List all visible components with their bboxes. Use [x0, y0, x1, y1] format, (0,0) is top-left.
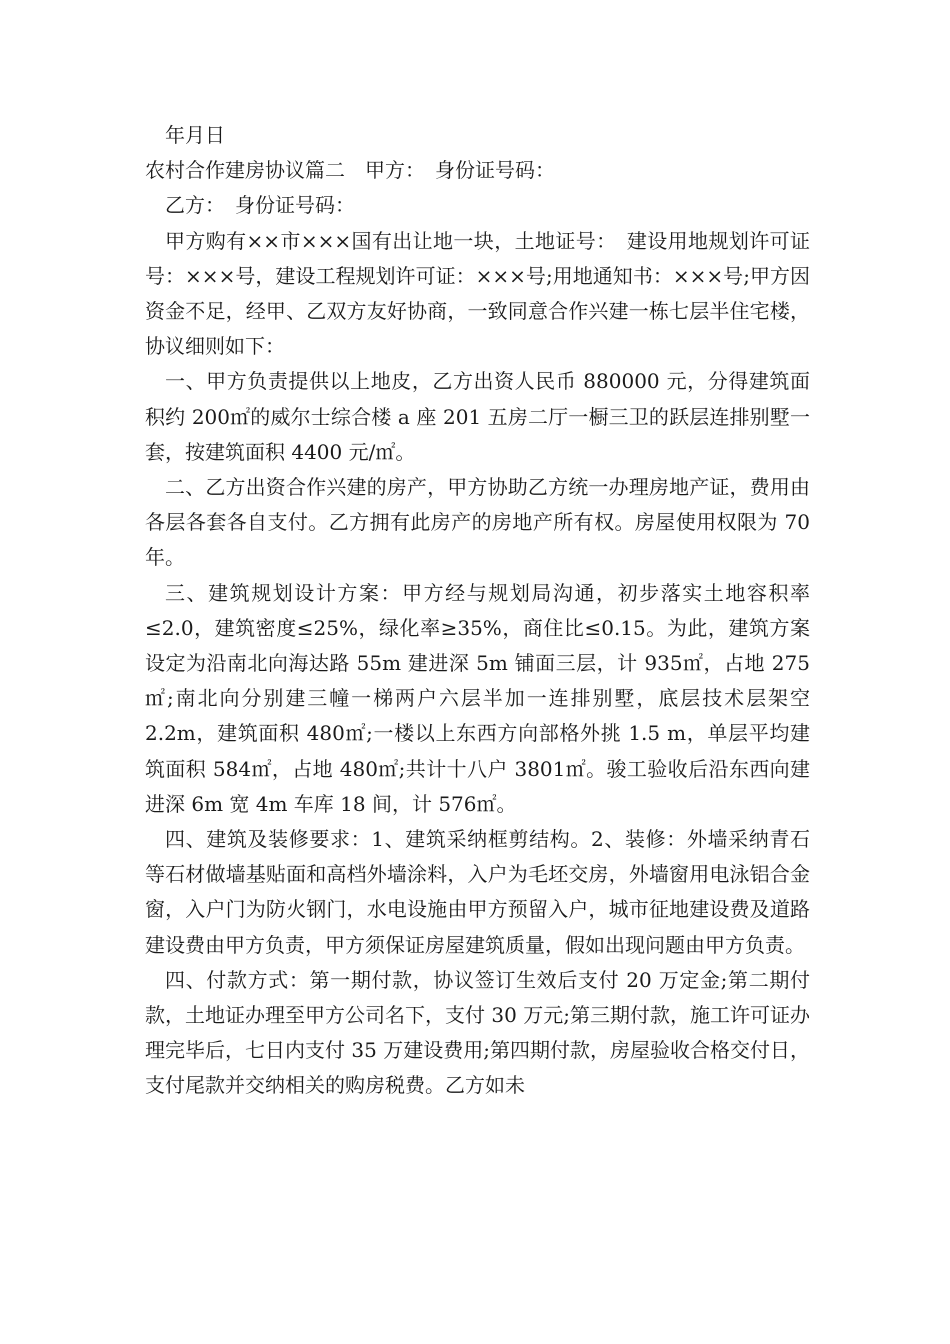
clause-3-paragraph: 三、建筑规划设计方案：甲方经与规划局沟通，初步落实土地容积率≤2.0，建筑密度≤25%，绿化率≥35%，商住比≤0.15。为此，建筑方案设定为沿南北向海达路 55m 建进深 5m 铺面三层，计 935㎡，占地 275㎡;南北向分别建三幢一梯两户六层半加一连排别墅，底层技术层架空 2.2m，建筑面积 480㎡;一楼以上东西方向部格外挑 1.5 m，单层平均建筑面积 584㎡，占地 480㎡;共计十八户 3801㎡。骏工验收后沿东西向建进深 6m 宽 4m 车库 18 间，计 576㎡。	[145, 580, 810, 816]
clause-2-paragraph: 二、乙方出资合作兴建的房产，甲方协助乙方统一办理房地产证，费用由各层各套各自支付。乙方拥有此房产的房地产所有权。房屋使用权限为 70 年。	[145, 475, 810, 570]
date-line: 年月日	[165, 123, 225, 147]
clause-4-payment-paragraph: 四、付款方式：第一期付款，协议签订生效后支付 20 万定金;第二期付款，土地证办理至甲方公司名下，支付 30 万元;第三期付款，施工许可证办理完毕后，七日内支付 35 万建设费用;第四期付款，房屋验收合格交付日，支付尾款并交纳相关的购房税费。乙方如未	[145, 967, 810, 1098]
clause-4-requirements-paragraph: 四、建筑及装修要求：1、建筑采纳框剪结构。2、装修：外墙采纳青石等石材做墙基贴面和高档外墙涂料，入户为毛坯交房，外墙窗用电泳铝合金窗，入户门为防火钢门，水电设施由甲方预留入户，城市征地建设费及道路建设费由甲方负责，甲方须保证房屋建筑质量，假如出现问题由甲方负责。	[145, 827, 810, 957]
clause-1-paragraph: 一、甲方负责提供以上地皮，乙方出资人民币 880000 元，分得建筑面积约 200㎡的威尔士综合楼 a 座 201 五房二厅一橱三卫的跃层连排别墅一套，按建筑面积 4400 元/㎡。	[145, 369, 810, 464]
document-body	[145, 118, 810, 1104]
intro-paragraph: 甲方购有××市×××国有出让地一块，土地证号： 建设用地规划许可证号：×××号，建设工程规划许可证：×××号;用地通知书：×××号;甲方因资金不足，经甲、乙双方友好协商，一致同意合作兴建一栋七层半住宅楼，协议细则如下：	[145, 228, 810, 359]
title-line: 农村合作建房协议篇二 甲方： 身份证号码：	[145, 158, 555, 183]
party-b-line: 乙方： 身份证号码：	[165, 193, 355, 218]
